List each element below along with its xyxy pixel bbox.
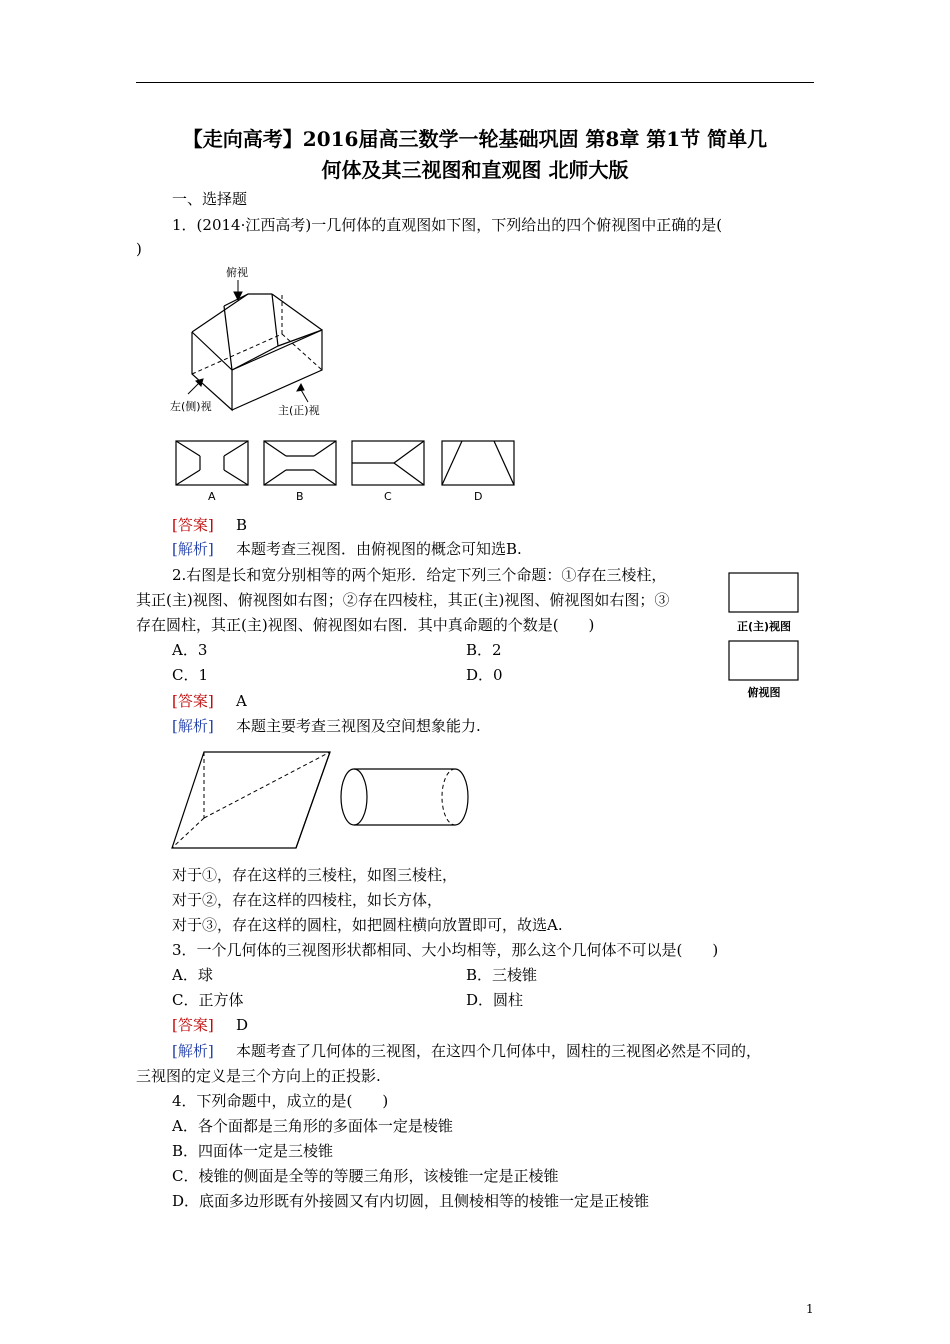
q2-explanation-3: 对于③，存在这样的圆柱，如把圆柱横向放置即可，故选A. <box>172 916 563 934</box>
q2-analysis: 本题主要考查三视图及空间想象能力. <box>236 717 481 735</box>
q3-option-b: B．三棱锥 <box>466 966 538 984</box>
q2-option-b: B．2 <box>466 641 502 659</box>
header-rule <box>136 82 814 83</box>
q1-option-c-label: C <box>384 490 392 503</box>
q2-stem-line3: 存在圆柱，其正(主)视图、俯视图如右图．其中真命题的个数是( ) <box>136 616 595 634</box>
q2-option-c: C．1 <box>172 666 209 684</box>
q1-option-figures <box>170 436 520 508</box>
q2-answer: A <box>236 692 247 710</box>
section-heading: 一、选择题 <box>172 190 248 208</box>
q3-answer-tag: [答案] <box>172 1016 214 1034</box>
q1-answer: B <box>236 516 248 534</box>
q1-label-left-view: 左(侧)视 <box>170 400 212 413</box>
q4-option-c: C．棱锥的侧面是全等的等腰三角形，该棱锥一定是正棱锥 <box>172 1167 559 1185</box>
q2-answer-tag: [答案] <box>172 692 214 710</box>
q1-label-front-view: 主(正)视 <box>278 404 320 417</box>
q3-option-c: C．正方体 <box>172 991 244 1009</box>
q3-option-d: D．圆柱 <box>466 991 524 1009</box>
q1-option-a-label: A <box>208 490 216 503</box>
doc-title-line2: 何体及其三视图和直观图 北师大版 <box>321 158 629 182</box>
q1-label-top-view: 俯视 <box>226 266 248 279</box>
q1-option-b-label: B <box>296 490 304 503</box>
q2-front-view-caption: 正(主)视图 <box>736 620 792 633</box>
page-number: 1 <box>806 1302 814 1316</box>
q3-option-a: A．球 <box>172 966 213 984</box>
q1-option-d-label: D <box>474 490 483 503</box>
q4-option-a: A．各个面都是三角形的多面体一定是棱锥 <box>172 1117 453 1135</box>
q3-stem: 3．一个几何体的三视图形状都相同、大小均相等，那么这个几何体不可以是( ) <box>172 941 719 959</box>
q3-answer: D <box>236 1016 249 1034</box>
q1-analysis: 本题考查三视图．由俯视图的概念可知选B. <box>236 540 522 558</box>
q2-prism-figure <box>170 748 335 852</box>
q1-analysis-tag: [解析] <box>172 540 214 558</box>
q2-top-view-rect <box>728 640 800 682</box>
q4-stem: 4．下列命题中，成立的是( ) <box>172 1092 389 1110</box>
q2-explanation-1: 对于①，存在这样的三棱柱，如图三棱柱， <box>172 866 458 884</box>
q2-explanation-2: 对于②，存在这样的四棱柱，如长方体， <box>172 891 443 909</box>
doc-title-line1: 【走向高考】2016届高三数学一轮基础巩固 第8章 第1节 简单几 <box>182 127 768 151</box>
q2-front-view-rect <box>728 572 800 614</box>
q3-analysis-tag: [解析] <box>172 1042 214 1060</box>
q1-stem-line1: 1．(2014·江西高考)一几何体的直观图如下图，下列给出的四个俯视图中正确的是( <box>172 216 723 234</box>
q2-cylinder-figure <box>338 766 472 828</box>
q2-stem-line1: 2.右图是长和宽分别相等的两个矩形．给定下列三个命题：①存在三棱柱， <box>172 566 667 584</box>
q3-analysis-line1: 本题考查了几何体的三视图，在这四个几何体中，圆柱的三视图必然是不同的， <box>236 1042 762 1060</box>
q4-option-d: D．底面多边形既有外接圆又有内切圆，且侧棱相等的棱锥一定是正棱锥 <box>172 1192 650 1210</box>
q2-top-view-caption: 俯视图 <box>747 686 781 699</box>
q1-answer-tag: [答案] <box>172 516 214 534</box>
q2-stem-line2: 其正(主)视图、俯视图如右图；②存在四棱柱，其正(主)视图、俯视图如右图；③ <box>136 591 670 609</box>
q4-option-b: B．四面体一定是三棱锥 <box>172 1142 334 1160</box>
q2-option-a: A．3 <box>172 641 208 659</box>
q1-solid-figure <box>160 262 360 422</box>
q1-stem-line2: ) <box>136 240 142 258</box>
q3-analysis-line2: 三视图的定义是三个方向上的正投影. <box>136 1067 381 1085</box>
q2-analysis-tag: [解析] <box>172 717 214 735</box>
q2-option-d: D．0 <box>466 666 503 684</box>
